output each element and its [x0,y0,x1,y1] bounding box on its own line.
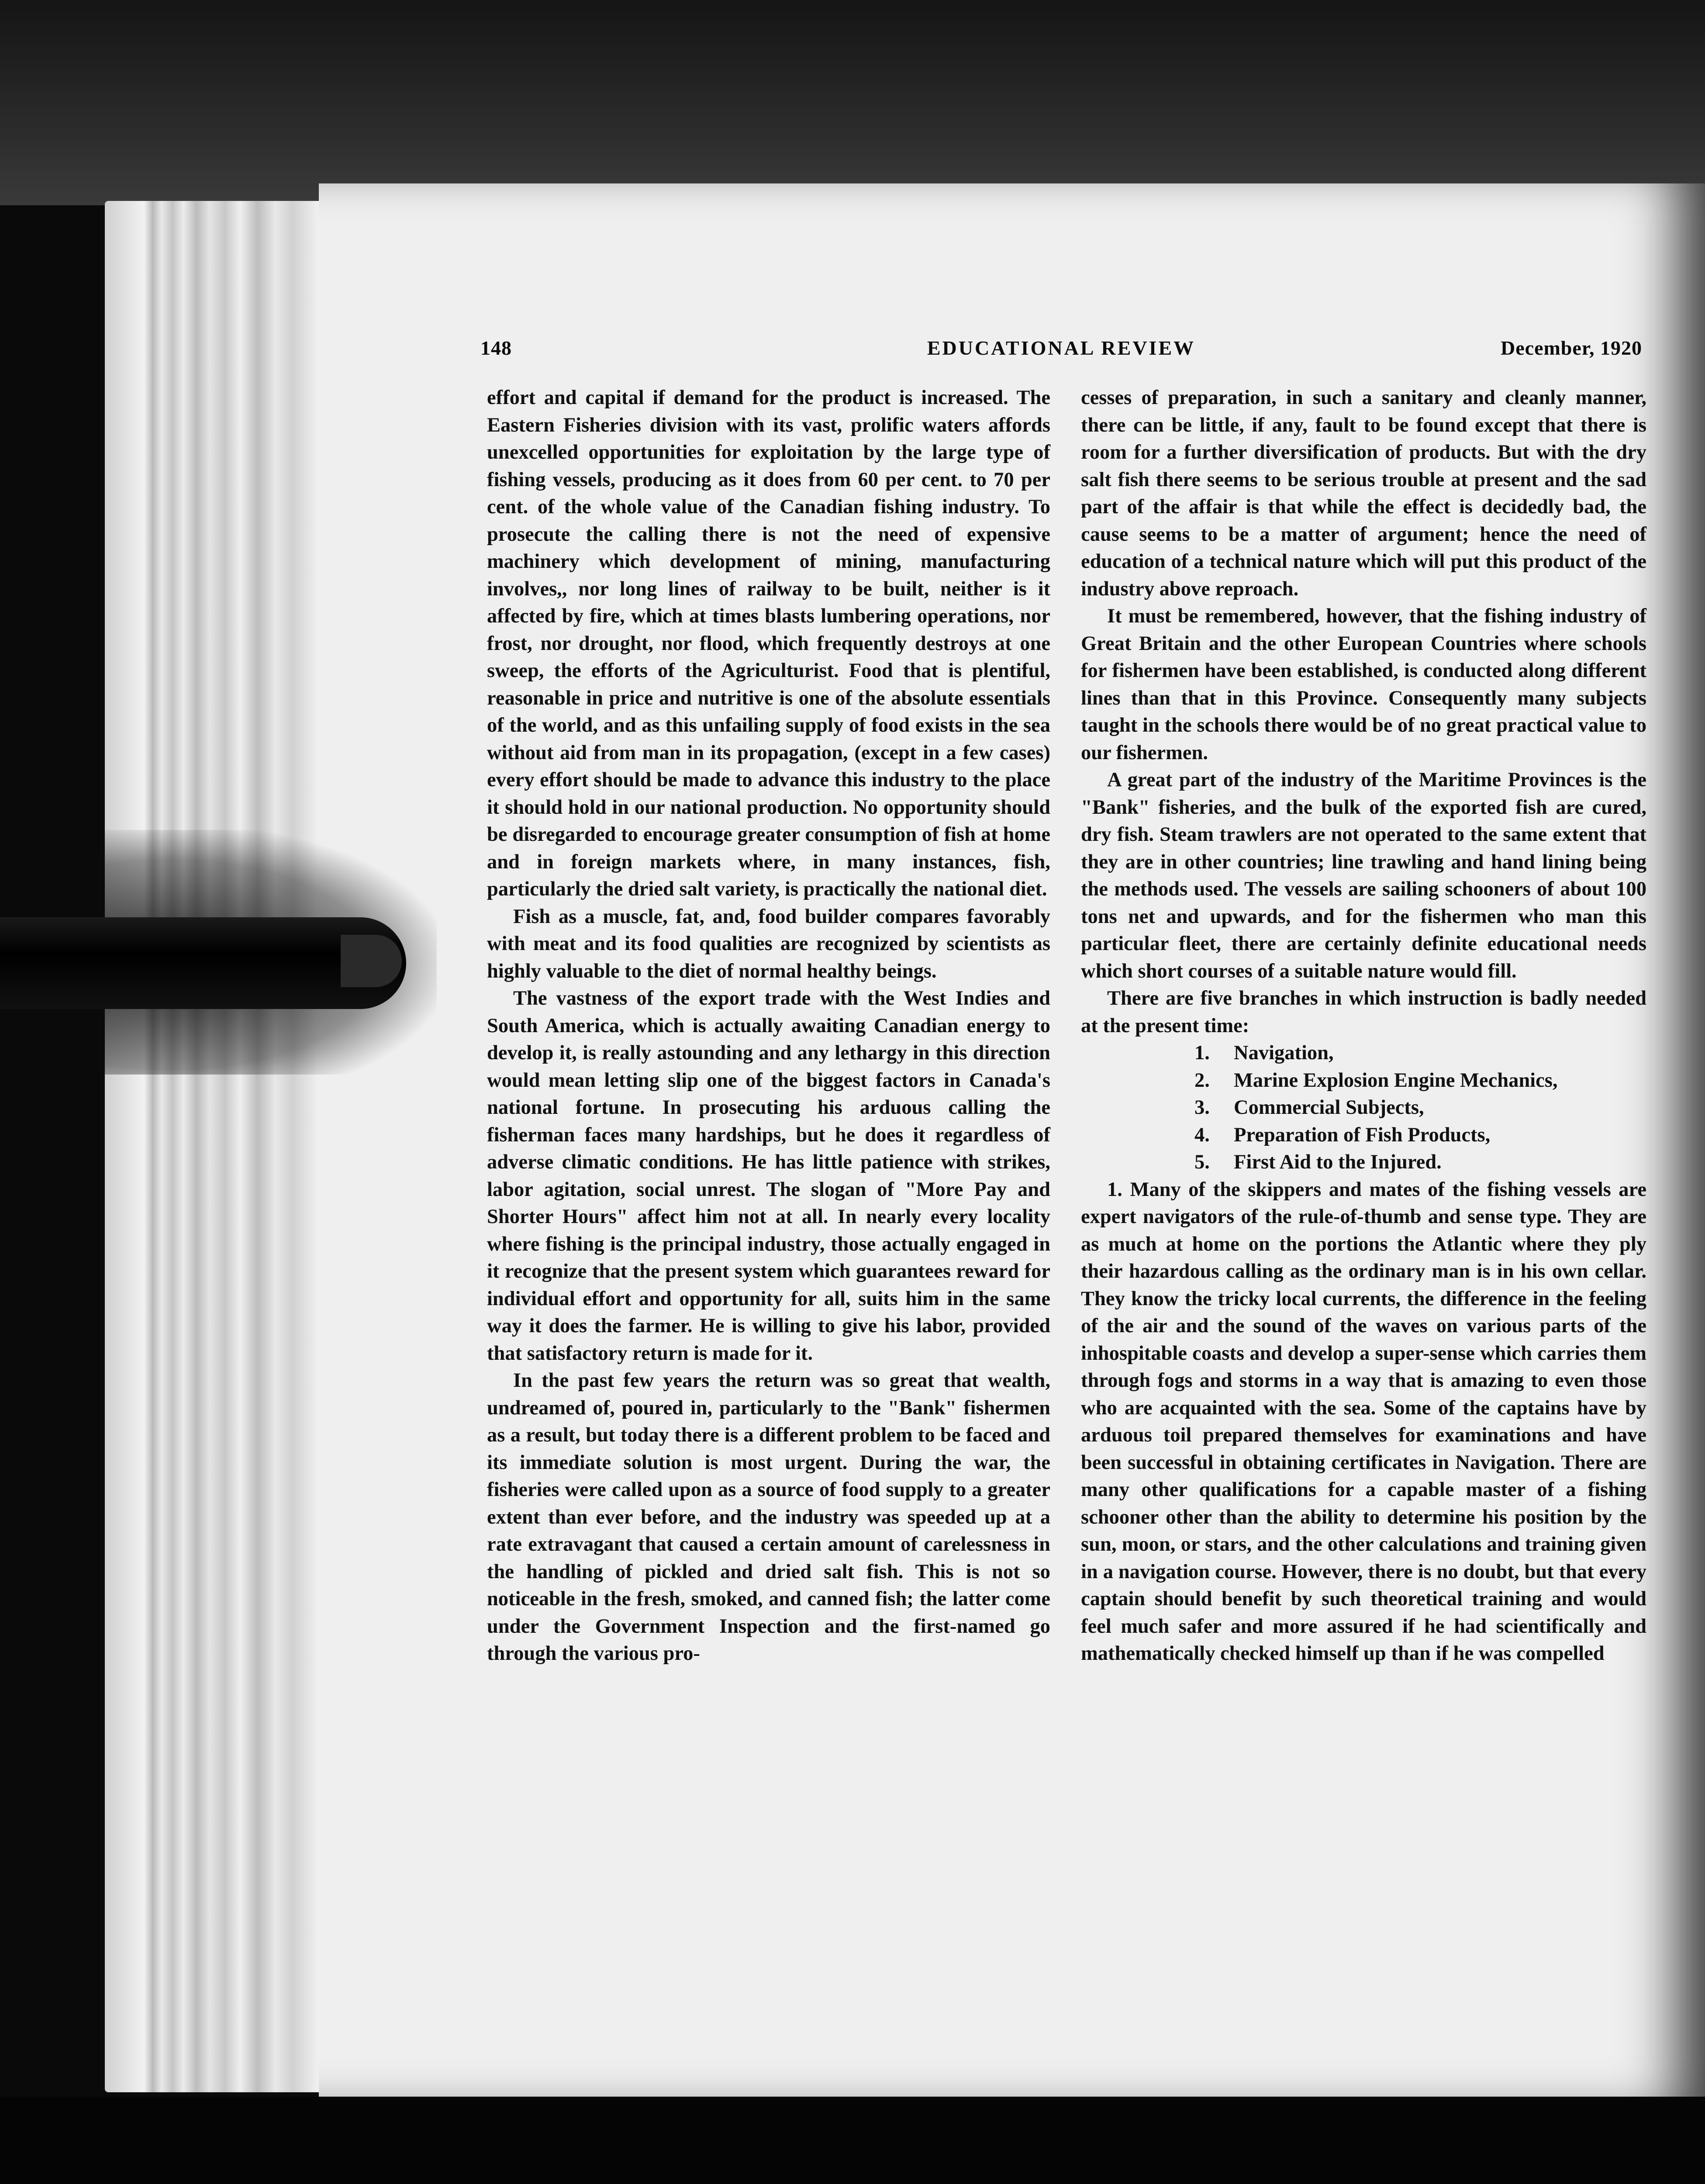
paragraph: cesses of preparation, in such a sanitary and cleanly manner, there can be little, if any, fault to be found except that there is room for a further diversification of products. But with the dry salt fish there seems to be serious trouble at present and the sad part of the affair is that while the effect is decidedly bad, the cause seems to be a matter of argument; hence the need of education of a technical nature which will put this product of the industry above reproach. [1081,387,1646,600]
paragraph: Fish as a muscle, fat, and, food builder compares favorably with meat and its food qualities are recognized by scientists as highly valuable to the diet of normal healthy beings. [487,905,1050,982]
right-column [1081,384,1646,2001]
list-item: 2. Marine Explosion Engine Mechanics, [1194,1069,1558,1092]
list-item: 3. Commercial Subjects, [1194,1096,1424,1119]
paragraph: In the past few years the return was so great that wealth, undreamed of, poured in, particularly to the "Bank" fishermen as a result, but today there is a different problem to be faced and its immediate solution is most urgent. During the war, the fisheries were called upon as a source of food supply to a greater extent than ever before, and the industry was speeded up at a rate extravagant that caused a certain amount of carelessness in the handling of pickled and dried salt fish. This is not so noticeable in the fresh, smoked, and canned fish; the latter come under the Government Inspection and the first-named go through the various pro- [487,1369,1050,1665]
list-item: 5. First Aid to the Injured. [1194,1151,1442,1173]
paragraph: A great part of the industry of the Maritime Provinces is the "Bank" fisheries, and the bulk of the exported fish are cured, dry fish. Steam trawlers are not operated to the same extent that they are in other countries; line trawling and hand lining being the methods used. The vessels are sailing schooners of about 100 tons net and upwards, and for the fishermen who man this particular fleet, there are certainly definite educational needs which short courses of a suitable nature would fill. [1081,769,1646,982]
background-top [0,0,1705,205]
issue-date: December, 1920 [1501,337,1642,359]
pen-tip [341,935,402,987]
branches-list [1081,1040,1646,1176]
left-column [487,384,1050,2001]
book-page-edges [105,201,323,2092]
background-bottom [0,2097,1705,2184]
journal-title: EDUCATIONAL REVIEW [927,337,1196,359]
running-header [480,336,1642,371]
paragraph: There are five branches in which instruction is badly needed at the present time: [1081,987,1646,1037]
list-item: 4. Preparation of Fish Products, [1194,1123,1491,1146]
list-item: 1. Navigation, [1194,1042,1334,1064]
paragraph: It must be remembered, however, that the fishing industry of Great Britain and the other European Countries where schools for fishermen have been established, is conducted along different lines than that in this Province. Consequently many subjects taught in the schools there would be of no great practical value to our fishermen. [1081,605,1646,764]
paragraph: effort and capital if demand for the product is increased. The Eastern Fisheries division with its vast, prolific waters affords unexcelled opportunities for exploitation by the large type of fishing vessels, producing as it does from 60 per cent. to 70 per cent. of the whole value of the Canadian fishing industry. To prosecute the calling there is not the need of expensive machinery which development of mining, manufacturing involves,, nor long lines of railway to be built, neither is it affected by fire, which at times blasts lumbering operations, nor frost, nor drought, nor flood, which frequently destroys at one sweep, the efforts of the Agriculturist. Food that is plentiful, reasonable in price and nutritive is one of the absolute essentials of the world, and as this unfailing supply of food exists in the sea without aid from man in its propagation, (except in a few cases) every effort should be made to advance this industry to the place it should hold in our national production. No opportunity should be disregarded to encourage greater consumption of fish at home and in foreign markets where, in many instances, fish, particularly the dried salt variety, is practically the national diet. [487,387,1050,900]
paragraph: The vastness of the export trade with the West Indies and South America, which is actually awaiting Canadian energy to develop it, is really astounding and any lethargy in this direction would mean letting slip one of the biggest factors in Canada's national fortune. In prosecuting his arduous calling the fisherman faces many hardships, but he does it regardless of adverse climatic conditions. He has little patience with strikes, labor agitation, social unrest. The slogan of "More Pay and Shorter Hours" affect him not at all. In nearly every locality where fishing is the principal industry, those actually engaged in it recognize that the present system which guarantees reward for individual effort and opportunity for all, suits him in the same way it does the farmer. He is willing to give his labor, provided that satisfactory return is made for it. [487,987,1050,1365]
page-number: 148 [480,337,512,359]
paragraph: 1. Many of the skippers and mates of the fishing vessels are expert navigators of the rule-of-thumb and sense type. They are as much at home on the portions the Atlantic where they ply their hazardous calling as the ordinary man is in his own cellar. They know the tricky local currents, the difference in the feeling of the air and the sound of the waves on various parts of the inhospitable coasts and develop a super-sense which carries them through fogs and storms in a way that is amazing to even those who are acquainted with the sea. Some of the captains have by arduous toil prepared themselves for examinations and have been successful in obtaining certificates in Navigation. There are many other qualifications for a capable master of a fishing schooner other than the ability to determine his position by the sun, moon, or stars, and the other calculations and training given in a navigation course. However, there is no doubt, but that every captain should benefit by such theoretical training and would feel much safer and more assured if he had scientifically and mathematically checked himself up than if he was compelled [1081,1178,1646,1665]
